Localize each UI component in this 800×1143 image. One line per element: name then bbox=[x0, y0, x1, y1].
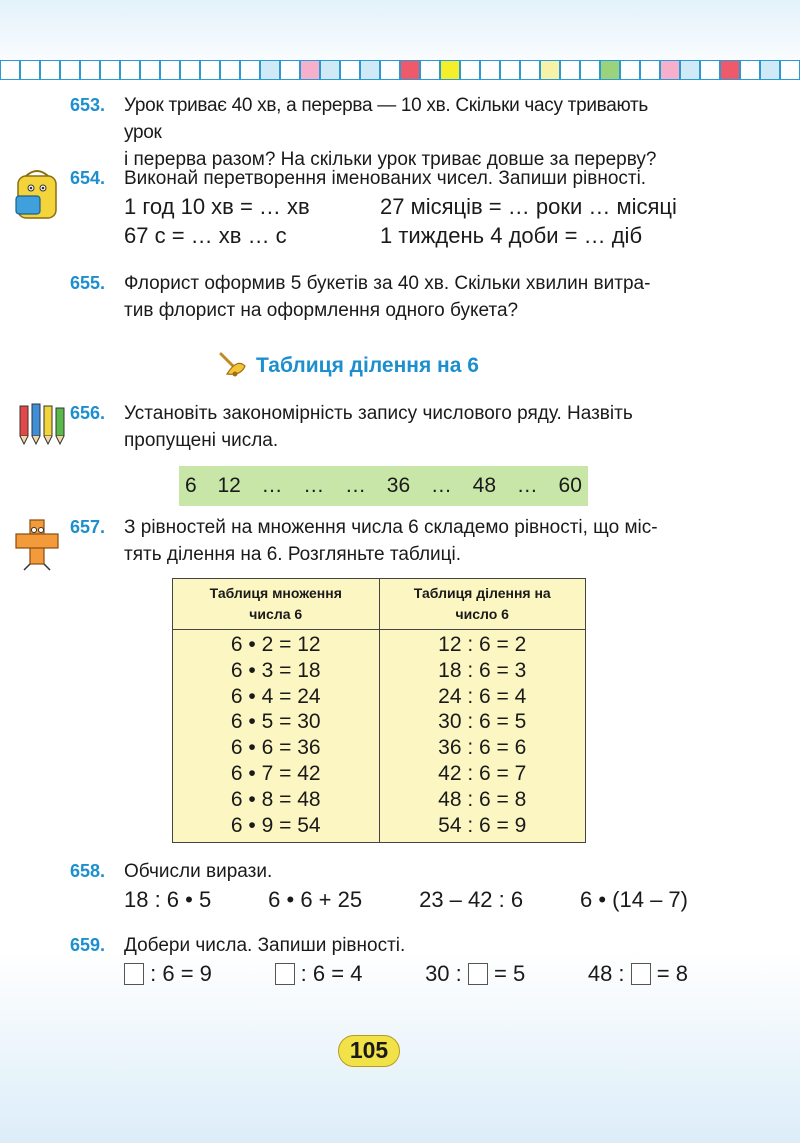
strip-cell bbox=[500, 60, 520, 80]
header-line: число 6 bbox=[455, 606, 509, 622]
sequence-item: … bbox=[430, 474, 452, 497]
strip-cell bbox=[400, 60, 420, 80]
table-equation: 12 : 6 = 2 bbox=[438, 633, 527, 656]
division-column bbox=[379, 630, 586, 843]
sequence-item: 60 bbox=[558, 474, 582, 497]
equation bbox=[124, 959, 212, 989]
task-line: Флорист оформив 5 букетів за 40 хв. Скільки хвилин витра- bbox=[124, 273, 651, 294]
expressions-row bbox=[124, 885, 688, 915]
strip-cell bbox=[740, 60, 760, 80]
table-equation: 48 : 6 = 8 bbox=[438, 787, 527, 811]
task-655 bbox=[70, 270, 688, 324]
strip-cell bbox=[100, 60, 120, 80]
task-line: Урок триває 40 хв, а перерва — 10 хв. Скільки часу тривають урок bbox=[124, 95, 649, 143]
task-text: Обчисли вирази. bbox=[124, 861, 273, 882]
strip-cell bbox=[180, 60, 200, 80]
strip-cell bbox=[200, 60, 220, 80]
pencils-icon bbox=[14, 402, 68, 451]
strip-cell bbox=[780, 60, 800, 80]
strip-cell bbox=[680, 60, 700, 80]
conversion-expression: 1 год 10 хв = … хв bbox=[124, 194, 310, 219]
task-text bbox=[124, 514, 688, 568]
task-line: і перерва разом? На скільки урок триває довше за перерву? bbox=[124, 149, 657, 170]
expression: 6 • (14 – 7) bbox=[580, 887, 688, 912]
task-text: Добери числа. Запиши рівності. bbox=[124, 935, 406, 956]
sequence-item: 12 bbox=[217, 474, 241, 497]
task-number: 657. bbox=[70, 517, 106, 537]
answer-box[interactable] bbox=[468, 963, 488, 985]
task-number: 654. bbox=[70, 168, 106, 188]
task-657 bbox=[70, 514, 688, 568]
table-equation: 6 • 8 = 48 bbox=[230, 787, 321, 811]
task-line: З рівностей на множення числа 6 складемо рівності, що міс- bbox=[124, 517, 658, 538]
sequence-item: … bbox=[261, 474, 283, 497]
header-line: Таблиця множення bbox=[209, 585, 342, 601]
task-653 bbox=[70, 92, 690, 173]
task-number: 659. bbox=[70, 935, 106, 955]
sequence-item: … bbox=[345, 474, 367, 497]
strip-cell bbox=[420, 60, 440, 80]
strip-cell bbox=[80, 60, 100, 80]
table-equation: 6 • 9 = 54 bbox=[230, 813, 321, 837]
sequence-item: 36 bbox=[386, 474, 411, 497]
strip-cell bbox=[640, 60, 660, 80]
task-line: Установіть закономірність запису числового ряду. Назвіть bbox=[124, 403, 633, 424]
equation-text: = 8 bbox=[656, 961, 688, 986]
table-equation: 18 : 6 = 3 bbox=[438, 658, 527, 682]
task-line: пропущені числа. bbox=[124, 430, 279, 451]
equation-text: = 5 bbox=[494, 961, 526, 986]
conversion-row bbox=[124, 192, 688, 221]
table-equation: 6 • 5 = 30 bbox=[230, 710, 321, 734]
decorative-top-strip bbox=[0, 60, 800, 82]
sequence-item: … bbox=[516, 474, 538, 497]
task-line: тять ділення на 6. Розгляньте таблиці. bbox=[124, 544, 462, 565]
strip-cell bbox=[40, 60, 60, 80]
conversion-expression: 67 с = … хв … с bbox=[124, 223, 287, 248]
task-number: 658. bbox=[70, 861, 106, 881]
strip-cell bbox=[260, 60, 280, 80]
strip-cell bbox=[340, 60, 360, 80]
table-equation: 24 : 6 = 4 bbox=[438, 684, 527, 708]
task-658 bbox=[70, 858, 688, 915]
table-equation: 6 • 6 = 36 bbox=[230, 736, 321, 760]
conversion-expression: 27 місяців = … роки … місяці bbox=[380, 194, 677, 219]
table-equation: 42 : 6 = 7 bbox=[438, 761, 527, 785]
multiplication-column bbox=[173, 630, 380, 843]
strip-cell bbox=[300, 60, 320, 80]
multiplication-table-header bbox=[173, 579, 380, 630]
equations-row bbox=[124, 959, 688, 989]
strip-cell bbox=[140, 60, 160, 80]
table-equation: 6 • 2 = 12 bbox=[230, 633, 321, 656]
table-equation: 6 • 7 = 42 bbox=[230, 761, 321, 785]
task-654 bbox=[70, 165, 688, 250]
task-number: 656. bbox=[70, 403, 106, 423]
strip-cell bbox=[720, 60, 740, 80]
sequence-item: 48 bbox=[472, 474, 497, 497]
strip-cell bbox=[540, 60, 560, 80]
conversion-expression: 1 тиждень 4 доби = … діб bbox=[380, 223, 643, 248]
strip-cell bbox=[320, 60, 340, 80]
strip-cell bbox=[480, 60, 500, 80]
table-equation: 6 • 4 = 24 bbox=[230, 684, 321, 708]
expression: 23 – 42 : 6 bbox=[419, 887, 524, 912]
section-title: Таблиця ділення на 6 bbox=[256, 354, 479, 377]
strip-cell bbox=[660, 60, 680, 80]
table-equation: 30 : 6 = 5 bbox=[438, 710, 527, 734]
plus-sign-character-icon bbox=[10, 516, 66, 577]
expression: 18 : 6 • 5 bbox=[124, 887, 212, 912]
strip-cell bbox=[360, 60, 380, 80]
strip-cell bbox=[120, 60, 140, 80]
task-number: 655. bbox=[70, 273, 106, 293]
task-text bbox=[124, 92, 690, 173]
sequence-item: … bbox=[303, 474, 325, 497]
equation-text: : 6 = 4 bbox=[300, 961, 363, 986]
equation-text: 48 : bbox=[587, 961, 625, 986]
equation bbox=[275, 959, 363, 989]
table-equation: 54 : 6 = 9 bbox=[438, 813, 527, 837]
equation-text: 30 : bbox=[425, 961, 462, 986]
task-text bbox=[124, 165, 688, 250]
bell-icon bbox=[215, 348, 249, 387]
answer-box[interactable] bbox=[275, 963, 295, 985]
answer-box[interactable] bbox=[124, 963, 144, 985]
equation bbox=[425, 959, 525, 989]
equation-text: : 6 = 9 bbox=[150, 961, 212, 986]
strip-cell bbox=[20, 60, 40, 80]
sequence-item: 6 bbox=[185, 474, 197, 497]
page-number: 105 bbox=[338, 1035, 400, 1067]
expression: 6 • 6 + 25 bbox=[268, 887, 363, 912]
number-sequence bbox=[179, 466, 588, 506]
multiplication-division-table bbox=[172, 578, 586, 843]
task-line: Виконай перетворення іменованих чисел. Запиши рівності. bbox=[124, 168, 647, 189]
strip-cell bbox=[160, 60, 180, 80]
strip-cell bbox=[220, 60, 240, 80]
equation bbox=[588, 959, 688, 989]
strip-cell bbox=[60, 60, 80, 80]
strip-cell bbox=[580, 60, 600, 80]
strip-cell bbox=[380, 60, 400, 80]
backpack-icon bbox=[14, 168, 60, 225]
strip-cell bbox=[520, 60, 540, 80]
answer-box[interactable] bbox=[631, 963, 651, 985]
table-equation: 6 • 3 = 18 bbox=[230, 658, 321, 682]
task-text bbox=[124, 270, 688, 324]
strip-cell bbox=[700, 60, 720, 80]
table-equation: 36 : 6 = 6 bbox=[438, 736, 527, 760]
strip-cell bbox=[240, 60, 260, 80]
strip-cell bbox=[600, 60, 620, 80]
strip-cell bbox=[280, 60, 300, 80]
strip-cell bbox=[440, 60, 460, 80]
strip-cell bbox=[560, 60, 580, 80]
strip-cell bbox=[0, 60, 20, 80]
task-line: тив флорист на оформлення одного букета? bbox=[124, 300, 519, 321]
task-656 bbox=[70, 400, 688, 454]
header-line: числа 6 bbox=[249, 606, 303, 622]
conversion-row bbox=[124, 221, 688, 250]
header-line: Таблиця ділення на bbox=[413, 585, 551, 601]
task-text bbox=[124, 400, 688, 454]
strip-cell bbox=[620, 60, 640, 80]
task-659 bbox=[70, 932, 688, 989]
task-number: 653. bbox=[70, 95, 106, 115]
strip-cell bbox=[760, 60, 780, 80]
strip-cell bbox=[460, 60, 480, 80]
division-table-header bbox=[379, 579, 586, 630]
